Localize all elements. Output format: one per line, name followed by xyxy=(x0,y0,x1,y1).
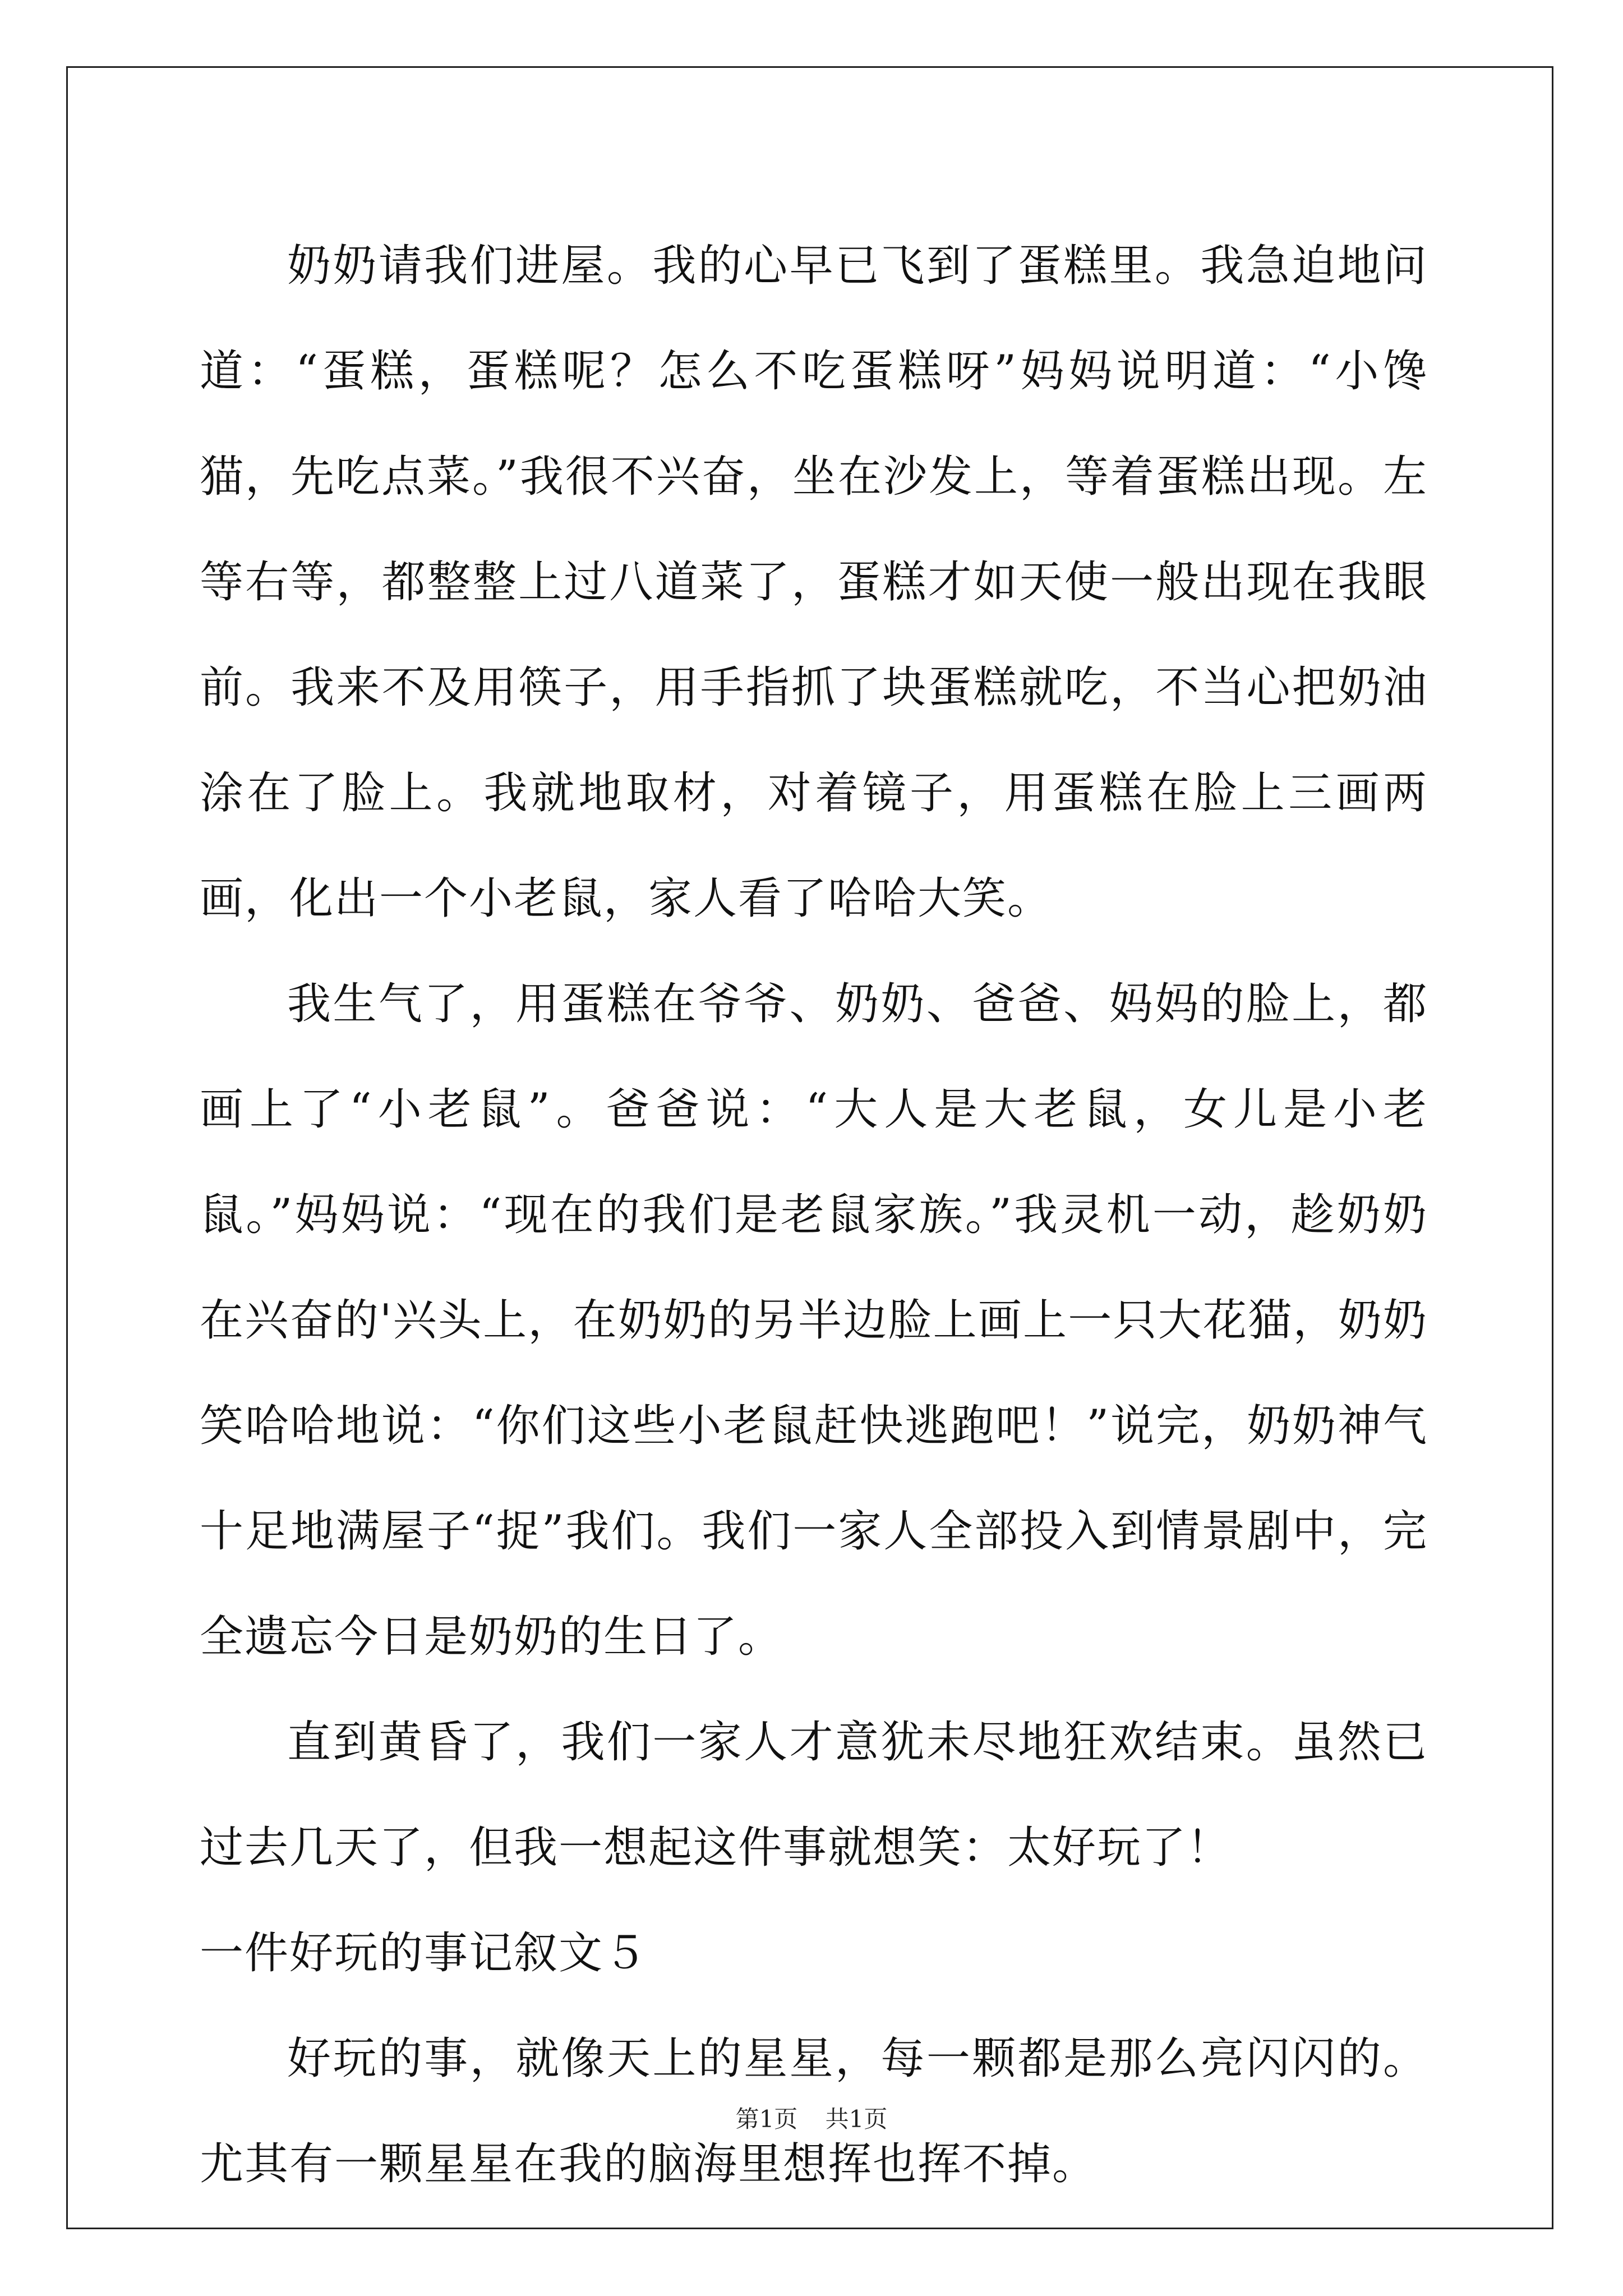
document-body xyxy=(200,213,1428,2217)
page-number-current: 第1页 xyxy=(735,2105,798,2133)
paragraph-3: 直到黄昏了，我们一家人才意犹未尽地狂欢结束。虽然已过去几天了，但我一想起这件事就想笑：太好玩了！ xyxy=(200,1717,1428,1873)
paragraph-1: 奶奶请我们进屋。我的心早已飞到了蛋糕里。我急迫地问道：“蛋糕，蛋糕呢？怎么不吃蛋糕呀”妈妈说明道：“小馋猫，先吃点菜。”我很不兴奋，坐在沙发上，等着蛋糕出现。左等右等，都整整上过八道菜了，蛋糕才如天使一般出现在我眼前。我来不及用筷子，用手指抓了块蛋糕就吃，不当心把奶油涂在了脸上。我就地取材，对着镜子，用蛋糕在脸上三画两画，化出一个小老鼠，家人看了哈哈大笑。 xyxy=(200,241,1428,924)
paragraph-2: 我生气了，用蛋糕在爷爷、奶奶、爸爸、妈妈的脸上，都画上了“小老鼠”。爸爸说：“大人是大老鼠，女儿是小老鼠。”妈妈说：“现在的我们是老鼠家族。”我灵机一动，趁奶奶在兴奋的'兴头上，在奶奶的另半边脸上画上一只大花猫，奶奶笑哈哈地说：“你们这些小老鼠赶快逃跑吧！”说完，奶奶神气十足地满屋子“捉”我们。我们一家人全部投入到情景剧中，完全遗忘今日是奶奶的生日了。 xyxy=(200,979,1428,1662)
page-number-total: 共1页 xyxy=(825,2105,888,2133)
section-heading: 一件好玩的事记叙文５ xyxy=(200,1928,649,1978)
paragraph-4: 好玩的事，就像天上的星星，每一颗都是那么亮闪闪的。尤其有一颗星星在我的脑海里想挥也挥不掉。 xyxy=(200,2033,1428,2189)
page-footer xyxy=(0,2101,1623,2134)
